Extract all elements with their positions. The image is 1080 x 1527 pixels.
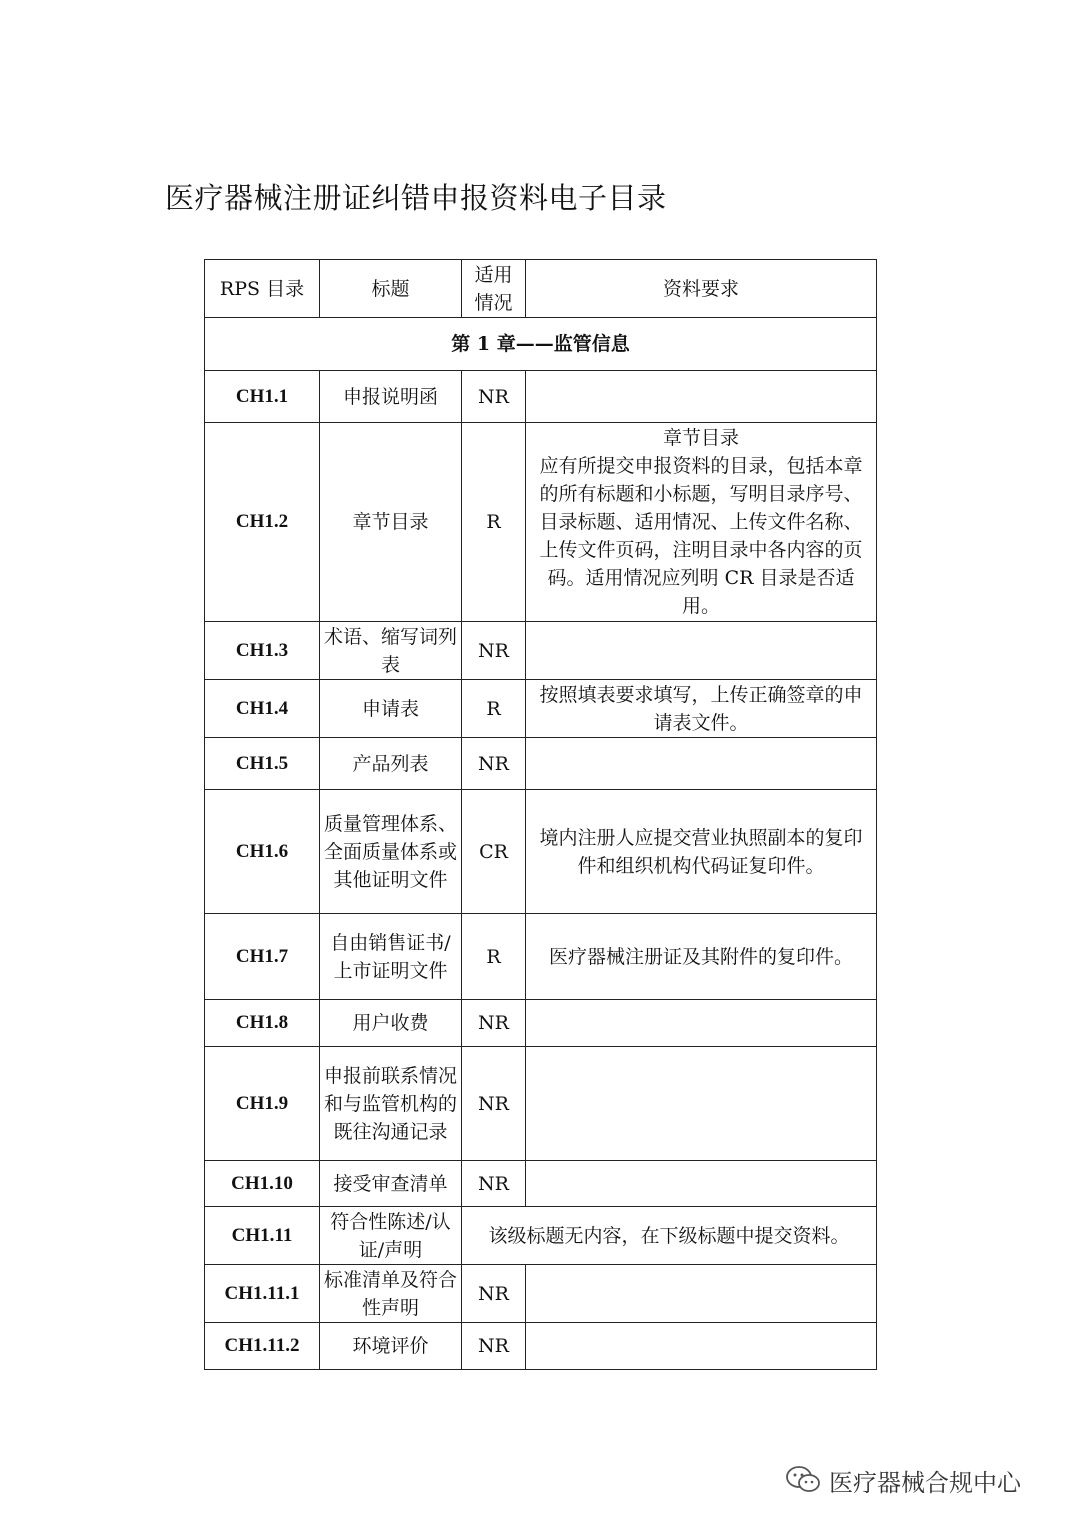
rps-code: CH1.8 <box>205 1000 320 1047</box>
row-title: 产品列表 <box>320 738 462 790</box>
rps-code: CH1.11 <box>205 1207 320 1265</box>
table-row <box>205 1000 877 1047</box>
table-row <box>205 1323 877 1370</box>
row-status: NR <box>462 1323 526 1370</box>
header-rps: RPS 目录 <box>205 260 320 318</box>
row-title: 自由销售证书/上市证明文件 <box>320 914 462 1000</box>
table-row <box>205 914 877 1000</box>
row-title: 用户收费 <box>320 1000 462 1047</box>
row-requirements <box>526 622 877 680</box>
watermark <box>785 1460 1055 1500</box>
row-title: 标准清单及符合性声明 <box>320 1265 462 1323</box>
row-requirements <box>526 1161 877 1207</box>
row-requirements: 按照填表要求填写，上传正确签章的申请表文件。 <box>526 680 877 738</box>
row-status: NR <box>462 738 526 790</box>
rps-code: CH1.2 <box>205 423 320 622</box>
header-status: 适用情况 <box>462 260 526 318</box>
requirements-heading: 章节目录 <box>662 427 739 449</box>
row-requirements <box>526 1000 877 1047</box>
row-title: 申报说明函 <box>320 371 462 423</box>
table-header-row <box>205 260 877 318</box>
header-title: 标题 <box>320 260 462 318</box>
row-title: 质量管理体系、全面质量体系或其他证明文件 <box>320 790 462 914</box>
rps-code: CH1.11.2 <box>205 1323 320 1370</box>
row-status: R <box>462 680 526 738</box>
row-requirements <box>526 1047 877 1161</box>
row-title: 申报前联系情况和与监管机构的既往沟通记录 <box>320 1047 462 1161</box>
row-title: 申请表 <box>320 680 462 738</box>
rps-code: CH1.3 <box>205 622 320 680</box>
table-row <box>205 1161 877 1207</box>
rps-code: CH1.10 <box>205 1161 320 1207</box>
requirements-text: 应有所提交申报资料的目录，包括本章的所有标题和小标题，写明目录序号、目录标题、适用情况、上传文件名称、上传文件页码，注明目录中各内容的页码。适用情况应列明 CR 目录是否适用。 <box>539 455 863 617</box>
watermark-text: 医疗器械合规中心 <box>829 1468 1021 1497</box>
row-title: 环境评价 <box>320 1323 462 1370</box>
table-row <box>205 790 877 914</box>
row-title: 接受审查清单 <box>320 1161 462 1207</box>
table-row <box>205 738 877 790</box>
table-row <box>205 622 877 680</box>
row-title: 术语、缩写词列表 <box>320 622 462 680</box>
row-requirements <box>526 1265 877 1323</box>
row-status: R <box>462 914 526 1000</box>
wechat-icon <box>785 1465 821 1495</box>
document-title: 医疗器械注册证纠错申报资料电子目录 <box>165 181 667 215</box>
row-title: 符合性陈述/认证/声明 <box>320 1207 462 1265</box>
row-status: NR <box>462 1265 526 1323</box>
row-status: NR <box>462 1000 526 1047</box>
chapter-title: 第 1 章——监管信息 <box>205 318 877 371</box>
row-requirements <box>526 1323 877 1370</box>
row-requirements: 医疗器械注册证及其附件的复印件。 <box>526 914 877 1000</box>
table-row <box>205 1047 877 1161</box>
row-status: NR <box>462 371 526 423</box>
rps-code: CH1.7 <box>205 914 320 1000</box>
table-row <box>205 371 877 423</box>
rps-code: CH1.11.1 <box>205 1265 320 1323</box>
rps-code: CH1.6 <box>205 790 320 914</box>
table-row <box>205 1207 877 1265</box>
header-requirements: 资料要求 <box>526 260 877 318</box>
row-requirements <box>526 738 877 790</box>
row-title: 章节目录 <box>320 423 462 622</box>
row-status: NR <box>462 1047 526 1161</box>
chapter-row <box>205 318 877 371</box>
catalog-table <box>204 259 877 1370</box>
row-status: R <box>462 423 526 622</box>
rps-code: CH1.4 <box>205 680 320 738</box>
row-requirements <box>526 423 877 622</box>
row-requirements: 境内注册人应提交营业执照副本的复印件和组织机构代码证复印件。 <box>526 790 877 914</box>
table-row <box>205 680 877 738</box>
row-status: CR <box>462 790 526 914</box>
rps-code: CH1.9 <box>205 1047 320 1161</box>
row-status: NR <box>462 1161 526 1207</box>
merged-note: 该级标题无内容，在下级标题中提交资料。 <box>462 1207 877 1265</box>
rps-code: CH1.1 <box>205 371 320 423</box>
table-row <box>205 423 877 622</box>
rps-code: CH1.5 <box>205 738 320 790</box>
table-row <box>205 1265 877 1323</box>
row-status: NR <box>462 622 526 680</box>
row-requirements <box>526 371 877 423</box>
